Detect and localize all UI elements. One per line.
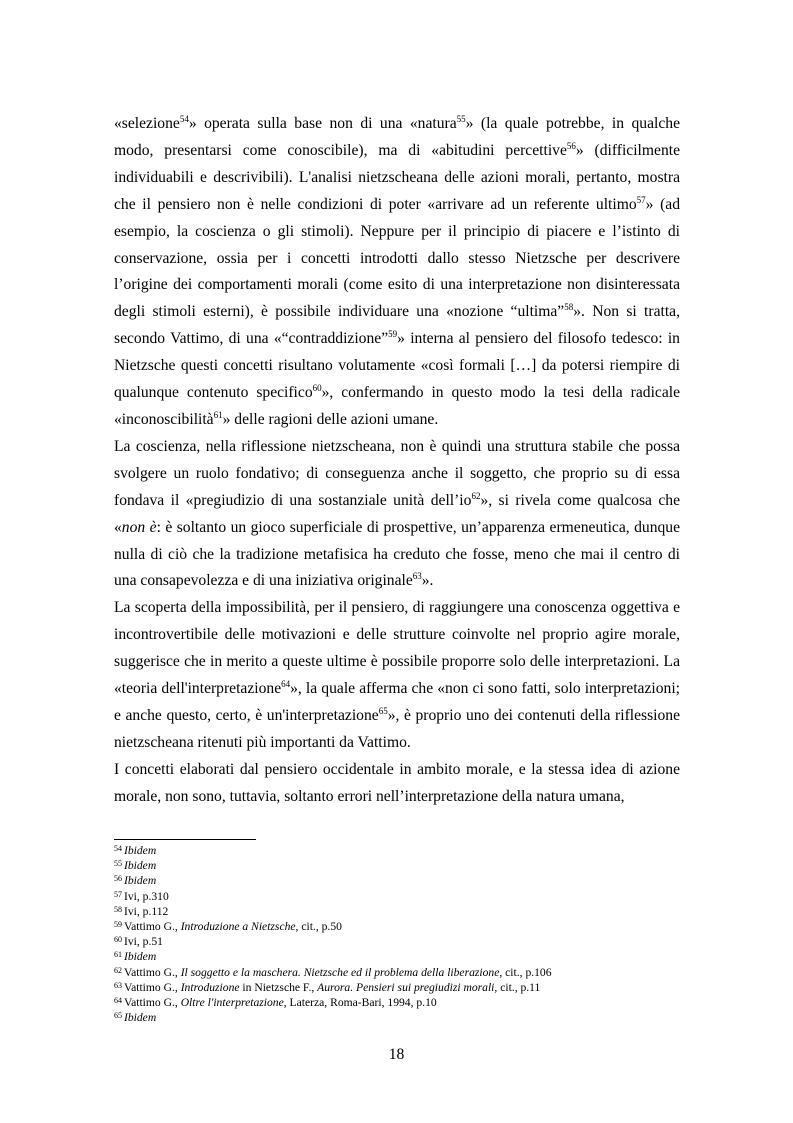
footnote-reference: 63 — [412, 571, 422, 582]
footnote-reference: 58 — [564, 302, 574, 313]
footnote-reference: 59 — [388, 329, 398, 340]
footnote — [114, 873, 714, 888]
text-run: Ivi, p.310 — [124, 889, 169, 903]
text-run: » operata sulla base non di una «natura — [188, 115, 457, 132]
italic-text: Il soggetto e la maschera. Nietzsche ed il problema della liberazione — [180, 965, 500, 979]
footnote-number: 65 — [114, 1011, 122, 1021]
footnote-reference: 57 — [636, 194, 646, 205]
body-text — [114, 111, 680, 811]
footnote-number: 64 — [114, 996, 122, 1006]
italic-text: Ibidem — [124, 844, 157, 857]
footnote-number: 55 — [114, 859, 122, 869]
italic-text: Aurora. Pensieri sui pregiudizi morali — [317, 980, 495, 994]
paragraph — [114, 111, 680, 434]
text-run: «selezione — [114, 115, 180, 132]
text-run: Vattimo G., — [124, 996, 181, 1010]
paragraph — [114, 757, 680, 811]
italic-text: Ibidem — [124, 859, 157, 873]
italic-text: Ibidem — [124, 874, 157, 888]
footnote — [114, 949, 714, 964]
footnote — [114, 965, 714, 980]
text-run: », si rivela come qualcosa che « — [114, 491, 680, 536]
footnote-number: 58 — [114, 904, 122, 914]
text-run: », è proprio uno dei contenuti della riflessione nietzscheana ritenuti più importanti da Vattimo. — [114, 706, 680, 751]
text-run: ». — [421, 572, 434, 590]
text-run: », confermando in questo modo la tesi della radicale «inconoscibilità — [114, 384, 681, 428]
footnote — [114, 995, 714, 1010]
footnote-separator — [114, 839, 256, 840]
text-run: : è soltanto un gioco superficiale di prospettive, un’apparenza ermeneutica, dunque nulla di ciò che la tradizione metafisica ha creduto che fosse, meno che mai il centro di una consapevolezza e di una iniziativa originale — [114, 518, 680, 590]
text-run: » (ad esempio, la coscienza o gli stimoli). Neppure per il principio di piacere e l’istinto di conservazione, ossia per i concetti introdotti dallo stesso Nietzsche per descrivere l’origine dei comportamenti morali (come esito di una interpretazione non disinteressata degli stimoli esterni), è possibile individuare una «nozione “ultima” — [114, 195, 680, 321]
footnote-reference: 61 — [213, 409, 223, 420]
footnote-reference: 60 — [312, 383, 322, 394]
italic-text: Introduzione — [180, 980, 240, 994]
footnote-number: 61 — [114, 950, 122, 960]
text-run: » interna al pensiero del filosofo tedesco: in Nietzsche questi concetti risultano volutamente «così formali […] da potersi riempire di qualunque contenuto specifico — [114, 330, 680, 402]
paragraph — [114, 595, 680, 756]
footnote-reference: 54 — [179, 114, 189, 124]
footnote-reference: 62 — [471, 490, 481, 501]
text-run: » delle ragioni delle azioni umane. — [222, 410, 439, 428]
text-run: Vattimo G., — [124, 965, 181, 979]
text-run: , cit., p.11 — [494, 980, 541, 994]
footnote — [114, 919, 714, 934]
text-run: , cit., p.50 — [295, 920, 342, 934]
text-run: in Nietzsche F., — [239, 980, 318, 994]
footnote — [114, 889, 714, 904]
text-run: Ivi, p.112 — [124, 904, 169, 918]
text-run: La scoperta della impossibilità, per il pensiero, di raggiungere una conoscenza oggettiva e incontrovertibile delle motivazioni e delle strutture coinvolte nel proprio agire morale, suggerisce che in merito a queste ultime è possibile proporre solo delle interpretazioni. La «teoria dell'interpretazione — [114, 599, 680, 698]
italic-text: non è — [121, 518, 157, 536]
italic-text: Oltre l'interpretazione — [180, 996, 284, 1010]
footnote — [114, 1010, 714, 1025]
footnotes — [114, 843, 714, 1025]
footnote — [114, 843, 714, 858]
footnote-number: 56 — [114, 874, 122, 884]
text-run: » (difficilmente individuabili e descrivibili). L'analisi nietzscheana delle azioni morali, pertanto, mostra che il pensiero non è nelle condizioni di poter «arrivare ad un referente ultimo — [114, 141, 680, 213]
italic-text: Ibidem — [124, 950, 157, 964]
footnote-number: 54 — [114, 844, 122, 853]
footnote — [114, 858, 714, 873]
italic-text: Introduzione a Nietzsche — [180, 920, 296, 934]
paragraph — [114, 434, 680, 595]
text-run: Vattimo G., — [124, 920, 181, 934]
footnote-number: 63 — [114, 980, 122, 990]
page-number: 18 — [388, 1046, 405, 1063]
footnote-number: 62 — [114, 965, 122, 975]
footnote-reference: 55 — [456, 114, 466, 124]
text-run: », la quale afferma che «non ci sono fatti, solo interpretazioni; e anche questo, certo, è un'interpretazione — [114, 680, 680, 724]
footnote — [114, 934, 714, 949]
footnote — [114, 980, 714, 995]
footnote-reference: 56 — [566, 140, 576, 151]
footnote-number: 57 — [114, 889, 122, 899]
text-run: La coscienza, nella riflessione nietzscheana, non è quindi una struttura stabile che possa svolgere un ruolo fondativo; di conseguenza anche il soggetto, che proprio su di essa fondava il «pregiudizio di una sostanziale unità dell’io — [114, 437, 680, 509]
text-run: I concetti elaborati dal pensiero occidentale in ambito morale, e la stessa idea di azione morale, non sono, tuttavia, soltanto errori nell’interpretazione della natura umana, — [114, 760, 680, 805]
text-run: » (la quale potrebbe, in qualche modo, presentarsi come conoscibile), ma di «abitudini percettive — [114, 115, 681, 159]
footnote-reference: 65 — [378, 705, 388, 716]
footnote — [114, 904, 714, 919]
italic-text: Ibidem — [124, 1011, 157, 1025]
text-run: Ivi, p.51 — [124, 935, 163, 949]
text-run: , cit., p.106 — [499, 965, 552, 979]
text-run: Vattimo G., — [124, 980, 181, 994]
text-run: , Laterza, Roma-Bari, 1994, p.10 — [283, 996, 437, 1010]
footnote-reference: 64 — [281, 679, 291, 690]
footnote-number: 60 — [114, 935, 122, 945]
text-run: ». Non si tratta, secondo Vattimo, di una «“contraddizione” — [114, 303, 680, 348]
footnote-number: 59 — [114, 920, 122, 930]
